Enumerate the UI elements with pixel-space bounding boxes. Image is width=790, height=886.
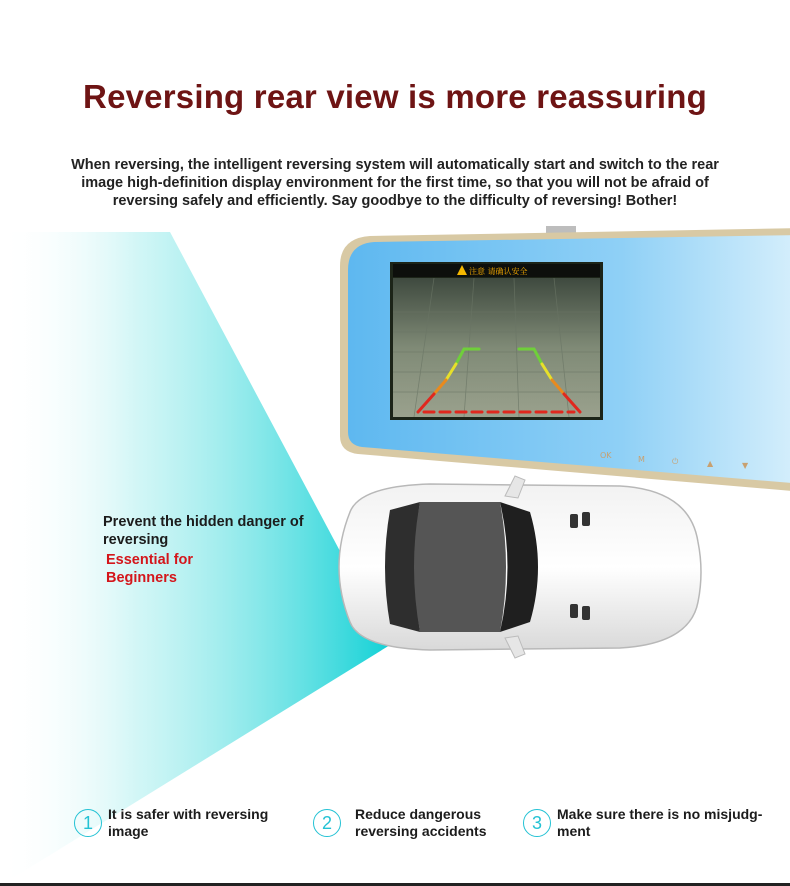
- feature-2-label: Reduce dangerous reversing accidents: [355, 806, 487, 839]
- feature-3-label: Make sure there is no misjudg- ment: [557, 806, 763, 839]
- down-button[interactable]: ▼: [742, 461, 749, 470]
- feature-1: [74, 806, 308, 840]
- side-callout: [103, 513, 323, 587]
- page-title: Reversing rear view is more reassuring: [83, 78, 707, 115]
- ok-button[interactable]: OK: [600, 451, 612, 460]
- side-subtitle: Essential for Beginners: [106, 552, 194, 586]
- number-2-icon: 2: [313, 809, 341, 837]
- car-top-view: [320, 472, 720, 662]
- power-button[interactable]: ⏻: [672, 457, 679, 466]
- intro-paragraph: When reversing, the intelligent reversing system will automatically start and switch to the rear image high-definition display environment for the first time, so that you will not be afraid of reversing safely and efficiently. Say goodbye to the difficulty of reversing! Bother!: [71, 157, 719, 209]
- rearview-mirror: [334, 222, 790, 502]
- feature-2: [313, 806, 495, 840]
- up-button[interactable]: ▲: [707, 459, 714, 468]
- feature-3: [523, 806, 767, 840]
- feature-1-label: It is safer with reversing image: [108, 806, 269, 839]
- side-title: Prevent the hidden danger of reversing: [103, 514, 304, 548]
- number-3-icon: 3: [523, 809, 551, 837]
- number-1-icon: 1: [74, 809, 102, 837]
- menu-button[interactable]: M: [638, 455, 645, 464]
- screen-warning: 注意 请确认安全: [469, 267, 528, 276]
